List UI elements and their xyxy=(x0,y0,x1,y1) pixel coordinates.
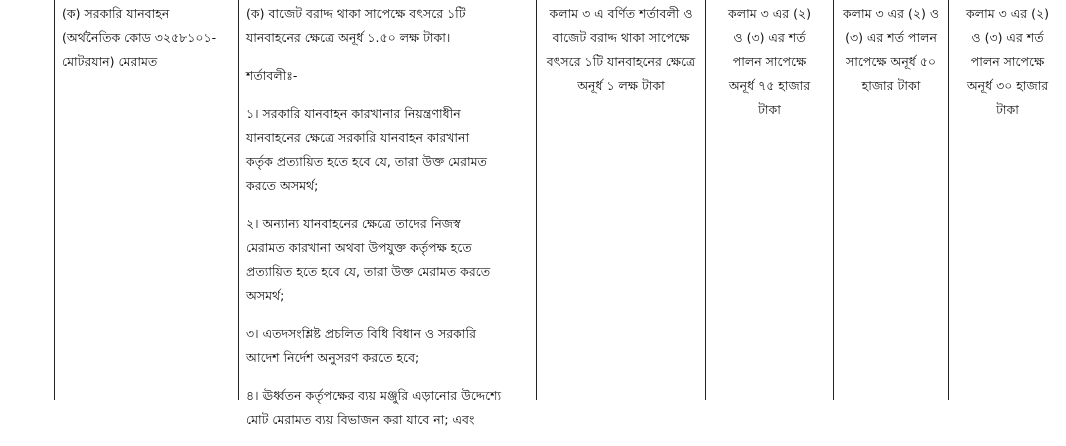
expense-item-cell xyxy=(62,0,232,74)
condition-2: ২। অন্যান্য যানবাহনের ক্ষেত্রে তাদের নিজস্ব মেরামত কারখানা অথবা উপযুক্ত কর্তৃপক্ষ হতে প্রত্যায়িত হতে হবে যে, তারা উক্ত মেরামত করতে অসমর্থ; xyxy=(246,216,491,303)
authority-level-3-cell: কলাম ৩ এর (২) ও (৩) এর শর্ত পালন সাপেক্ষে অনূর্ধ ৫০ হাজার টাকা xyxy=(842,6,940,93)
authority-level-2-cell: কলাম ৩ এর (২) ও (৩) এর শর্ত পালন সাপেক্ষে অনূর্ধ ৭৫ হাজার টাকা xyxy=(728,6,811,117)
condition-4: ৪। ঊর্ধ্বতন কর্তৃপক্ষের ব্যয় মঞ্জুরি এড়ানোর উদ্দেশ্যে মোট মেরামত ব্যয় বিভাজন করা যাবে না; এবং xyxy=(246,388,502,427)
condition-3: ৩। এতদসংশ্লিষ্ট প্রচলিত বিধি বিধান ও সরকারি আদেশ নির্দেশ অনুসরণ করতে হবে; xyxy=(246,326,477,365)
authority-level-1-cell: কলাম ৩ এ বর্ণিত শর্তাবলী ও বাজেট বরাদ্দ থাকা সাপেক্ষে বৎসরে ১টি যানবাহনের ক্ষেত্রে অনূর্ধ ১ লক্ষ টাকা xyxy=(546,6,696,93)
condition-1: ১। সরকারি যানবাহন কারখানার নিয়ন্ত্রণাধীন যানবাহনের ক্ষেত্রে সরকারি যানবাহন কারখানা কর্তৃক প্রত্যায়িত হতে হবে যে, তারা উক্ত মেরামত করতে অসমর্থ; xyxy=(246,106,487,193)
conditions-cell xyxy=(246,0,536,446)
item-line: মোটরযান) মেরামত xyxy=(62,54,158,69)
conditions-label: শর্তাবলীঃ- xyxy=(246,68,298,83)
item-line: (ক) সরকারি যানবাহন xyxy=(62,6,170,21)
item-line: (অর্থনৈতিক কোড ৩২৫৮১০১- xyxy=(62,30,217,45)
column-divider xyxy=(54,0,55,400)
budget-limit-text: (ক) বাজেট বরাদ্দ থাকা সাপেক্ষে বৎসরে ১টি যানবাহনের ক্ষেত্রে অনূর্ধ ১.৫০ লক্ষ টাকা। xyxy=(246,6,466,45)
column-divider xyxy=(238,0,239,400)
authority-level-4-cell: কলাম ৩ এর (২) ও (৩) এর শর্ত পালন সাপেক্ষে অনূর্ধ ৩০ হাজার টাকা xyxy=(966,6,1049,117)
